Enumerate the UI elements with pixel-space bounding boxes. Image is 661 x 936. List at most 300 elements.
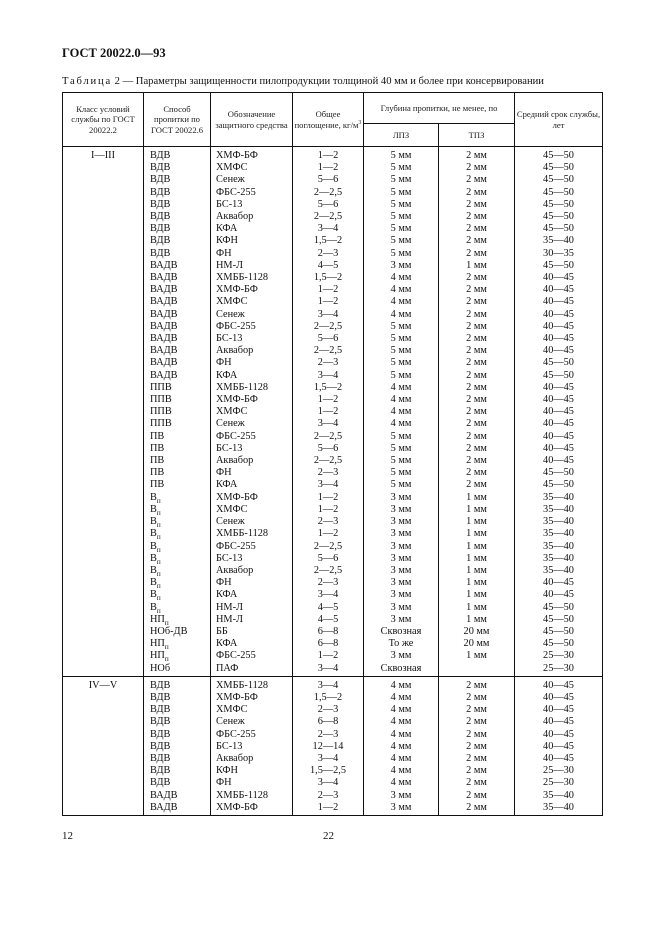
cell-service-class: IV—V (63, 676, 144, 692)
cell-method-text: ВДВ (150, 740, 171, 752)
cell-service-life: 45—50 (515, 211, 603, 223)
cell-service-class (63, 309, 144, 321)
cell-service-class (63, 382, 144, 394)
cell-method-text: ППВ (150, 406, 172, 418)
cell-service-life: 45—50 (515, 260, 603, 272)
cell-total-absorption: 4—5 (293, 614, 364, 626)
cell-service-life: 40—45 (515, 321, 603, 333)
cell-service-class (63, 614, 144, 626)
header-lpz: ЛПЗ (364, 124, 439, 147)
cell-protective-agent: Аквабор (211, 753, 293, 765)
cell-depth-tpz: 2 мм (439, 467, 515, 479)
cell-service-class (63, 516, 144, 528)
cell-service-class (63, 602, 144, 614)
cell-impregnation-method (144, 345, 211, 357)
table-row (63, 296, 603, 308)
cell-depth-tpz: 1 мм (439, 516, 515, 528)
cell-method-text: ВДВ (150, 752, 171, 764)
cell-protective-agent: ХМФС (211, 296, 293, 308)
cell-depth-lpz: 5 мм (364, 174, 439, 186)
cell-total-absorption: 1—2 (293, 802, 364, 816)
header-absorption-superscript: 3 (358, 119, 362, 126)
table-row (63, 716, 603, 728)
cell-method-text: ВДВ (150, 247, 171, 259)
table-row (63, 692, 603, 704)
cell-depth-tpz: 2 мм (439, 174, 515, 186)
cell-service-class (63, 528, 144, 540)
table-row (63, 602, 603, 614)
cell-depth-tpz: 1 мм (439, 260, 515, 272)
cell-method-text: НП (150, 650, 165, 662)
cell-service-life: 40—45 (515, 589, 603, 601)
cell-service-life: 35—40 (515, 516, 603, 528)
cell-depth-tpz: 2 мм (439, 382, 515, 394)
cell-total-absorption: 1,5—2,5 (293, 765, 364, 777)
cell-method-text: ВДВ (150, 174, 171, 186)
cell-service-class (63, 504, 144, 516)
cell-total-absorption: 1,5—2 (293, 235, 364, 247)
table-row (63, 345, 603, 357)
cell-protective-agent: КФА (211, 223, 293, 235)
cell-total-absorption: 5—6 (293, 174, 364, 186)
cell-protective-agent: ХМФ-БФ (211, 284, 293, 296)
cell-protective-agent: ХМББ-1128 (211, 272, 293, 284)
cell-method-text: ВАДВ (150, 345, 178, 357)
cell-depth-lpz: 3 мм (364, 589, 439, 601)
cell-service-class (63, 467, 144, 479)
cell-impregnation-method (144, 741, 211, 753)
cell-protective-agent: ХМФ-БФ (211, 394, 293, 406)
cell-depth-tpz: 20 мм (439, 626, 515, 638)
cell-protective-agent: Аквабор (211, 455, 293, 467)
cell-total-absorption: 1—2 (293, 284, 364, 296)
cell-method-subscript: п (156, 508, 161, 517)
cell-total-absorption: 2—2,5 (293, 565, 364, 577)
cell-depth-lpz: 4 мм (364, 382, 439, 394)
cell-service-life: 35—40 (515, 504, 603, 516)
cell-depth-lpz: 5 мм (364, 223, 439, 235)
cell-service-life: 40—45 (515, 382, 603, 394)
table-row (63, 565, 603, 577)
table-row (63, 577, 603, 589)
cell-service-class (63, 553, 144, 565)
cell-service-class (63, 802, 144, 816)
cell-protective-agent: ФН (211, 467, 293, 479)
cell-protective-agent: КФН (211, 765, 293, 777)
cell-method-text: ВАДВ (150, 333, 178, 345)
table-body (63, 147, 603, 816)
cell-protective-agent: БС-13 (211, 741, 293, 753)
cell-service-life: 45—50 (515, 479, 603, 491)
cell-depth-lpz: Сквозная (364, 663, 439, 677)
table-row (63, 467, 603, 479)
cell-method-text: ВДВ (150, 765, 171, 777)
cell-method-text: ПВ (150, 455, 165, 467)
cell-impregnation-method (144, 802, 211, 816)
cell-service-class (63, 431, 144, 443)
cell-depth-lpz: 5 мм (364, 467, 439, 479)
cell-impregnation-method (144, 187, 211, 199)
table-row (63, 147, 603, 163)
cell-depth-lpz: 5 мм (364, 211, 439, 223)
cell-method-text: В (150, 564, 157, 576)
cell-total-absorption: 2—2,5 (293, 187, 364, 199)
cell-service-life: 35—40 (515, 565, 603, 577)
cell-method-text: ВДВ (150, 198, 171, 210)
table-row (63, 729, 603, 741)
cell-method-text: В (150, 540, 157, 552)
cell-impregnation-method (144, 174, 211, 186)
cell-service-class (63, 162, 144, 174)
cell-impregnation-method (144, 790, 211, 802)
cell-impregnation-method (144, 248, 211, 260)
table-row (63, 753, 603, 765)
cell-depth-lpz: 3 мм (364, 565, 439, 577)
cell-protective-agent: Сенеж (211, 174, 293, 186)
cell-method-subscript: п (156, 569, 161, 578)
cell-impregnation-method (144, 676, 211, 692)
cell-service-life: 40—45 (515, 692, 603, 704)
header-impregnation-depth: Глубина пропитки, не менее, по (364, 93, 515, 124)
cell-service-class (63, 790, 144, 802)
cell-service-life: 40—45 (515, 284, 603, 296)
cell-impregnation-method (144, 284, 211, 296)
cell-total-absorption: 5—6 (293, 443, 364, 455)
cell-service-life: 40—45 (515, 394, 603, 406)
table-row (63, 309, 603, 321)
cell-depth-tpz: 2 мм (439, 431, 515, 443)
cell-method-text: ВДВ (150, 211, 171, 223)
cell-service-life: 40—45 (515, 455, 603, 467)
table-row (63, 211, 603, 223)
document-header: ГОСТ 20022.0—93 (62, 46, 166, 60)
cell-depth-tpz: 2 мм (439, 272, 515, 284)
cell-protective-agent: ХМФС (211, 504, 293, 516)
cell-service-class (63, 223, 144, 235)
cell-impregnation-method (144, 455, 211, 467)
cell-total-absorption: 2—3 (293, 729, 364, 741)
cell-protective-agent: КФА (211, 479, 293, 491)
header-total-absorption-text: Общее поглощение, кг/м (294, 109, 359, 130)
cell-method-text: ПВ (150, 479, 165, 491)
cell-total-absorption: 1,5—2 (293, 692, 364, 704)
cell-protective-agent: ХМФ-БФ (211, 692, 293, 704)
cell-service-life: 35—40 (515, 492, 603, 504)
cell-depth-tpz: 2 мм (439, 418, 515, 430)
header-impregnation-method: Способ пропитки по ГОСТ 20022.6 (144, 93, 211, 147)
cell-service-class (63, 650, 144, 662)
cell-protective-agent: ХМФ-БФ (211, 147, 293, 163)
cell-method-text: ПВ (150, 442, 165, 454)
cell-service-life: 45—50 (515, 174, 603, 186)
cell-service-class (63, 418, 144, 430)
table-row (63, 492, 603, 504)
table-row (63, 162, 603, 174)
cell-impregnation-method (144, 528, 211, 540)
cell-service-life: 40—45 (515, 296, 603, 308)
cell-total-absorption: 5—6 (293, 199, 364, 211)
cell-total-absorption: 3—4 (293, 418, 364, 430)
cell-depth-tpz: 2 мм (439, 676, 515, 692)
cell-total-absorption: 3—4 (293, 223, 364, 235)
cell-impregnation-method (144, 418, 211, 430)
cell-total-absorption: 1—2 (293, 394, 364, 406)
cell-service-life: 45—50 (515, 147, 603, 163)
cell-depth-lpz: 3 мм (364, 260, 439, 272)
cell-total-absorption: 1—2 (293, 492, 364, 504)
cell-service-class (63, 199, 144, 211)
table-row (63, 777, 603, 789)
cell-impregnation-method (144, 162, 211, 174)
cell-service-class (63, 716, 144, 728)
cell-total-absorption: 2—3 (293, 357, 364, 369)
cell-impregnation-method (144, 431, 211, 443)
cell-protective-agent: ХМФС (211, 162, 293, 174)
cell-service-class (63, 235, 144, 247)
cell-depth-tpz: 2 мм (439, 406, 515, 418)
cell-service-class (63, 479, 144, 491)
cell-service-class (63, 565, 144, 577)
cell-method-text: ВАДВ (150, 296, 178, 308)
cell-protective-agent: ХМББ-1128 (211, 676, 293, 692)
cell-depth-lpz: 5 мм (364, 199, 439, 211)
cell-protective-agent: Аквабор (211, 345, 293, 357)
cell-impregnation-method (144, 235, 211, 247)
cell-method-text: ВДВ (150, 186, 171, 198)
cell-service-life: 40—45 (515, 577, 603, 589)
cell-method-subscript: п (156, 582, 161, 591)
cell-total-absorption: 1—2 (293, 650, 364, 662)
cell-total-absorption: 12—14 (293, 741, 364, 753)
cell-service-life: 35—40 (515, 802, 603, 816)
cell-method-text: ВАДВ (150, 272, 178, 284)
cell-impregnation-method (144, 765, 211, 777)
cell-depth-lpz: 3 мм (364, 577, 439, 589)
table-row (63, 516, 603, 528)
table-row (63, 370, 603, 382)
cell-service-life: 25—30 (515, 650, 603, 662)
cell-service-life: 35—40 (515, 541, 603, 553)
cell-method-text: ППВ (150, 394, 172, 406)
cell-impregnation-method (144, 211, 211, 223)
cell-impregnation-method (144, 394, 211, 406)
cell-total-absorption: 3—4 (293, 589, 364, 601)
cell-service-class (63, 174, 144, 186)
cell-protective-agent: Аквабор (211, 565, 293, 577)
cell-method-subscript: п (156, 521, 161, 530)
cell-depth-tpz: 2 мм (439, 235, 515, 247)
cell-protective-agent: Аквабор (211, 211, 293, 223)
cell-protective-agent: Сенеж (211, 516, 293, 528)
table-row (63, 394, 603, 406)
cell-impregnation-method (144, 541, 211, 553)
cell-service-class (63, 272, 144, 284)
cell-service-life: 40—45 (515, 406, 603, 418)
table-row (63, 765, 603, 777)
cell-depth-tpz: 2 мм (439, 345, 515, 357)
cell-total-absorption: 1,5—2 (293, 382, 364, 394)
cell-service-class (63, 455, 144, 467)
cell-method-text: В (150, 552, 157, 564)
cell-service-class (63, 753, 144, 765)
cell-depth-tpz (439, 663, 515, 677)
cell-impregnation-method (144, 663, 211, 677)
cell-depth-lpz: 3 мм (364, 504, 439, 516)
cell-protective-agent: ФН (211, 357, 293, 369)
cell-protective-agent: КФА (211, 638, 293, 650)
cell-service-life: 25—30 (515, 765, 603, 777)
cell-protective-agent: КФА (211, 370, 293, 382)
table-row (63, 741, 603, 753)
cell-total-absorption: 2—3 (293, 577, 364, 589)
cell-method-text: ВАДВ (150, 801, 178, 813)
cell-depth-lpz: 5 мм (364, 248, 439, 260)
cell-protective-agent: КФН (211, 235, 293, 247)
footer-page-number-left: 12 (62, 830, 73, 842)
cell-method-text: ППВ (150, 418, 172, 430)
cell-impregnation-method (144, 589, 211, 601)
cell-depth-tpz: 2 мм (439, 455, 515, 467)
cell-service-life: 45—50 (515, 626, 603, 638)
table-row (63, 553, 603, 565)
protection-parameters-table (62, 92, 603, 816)
cell-depth-tpz: 2 мм (439, 199, 515, 211)
cell-service-life: 40—45 (515, 704, 603, 716)
cell-total-absorption: 3—4 (293, 479, 364, 491)
table-row (63, 504, 603, 516)
cell-total-absorption: 2—3 (293, 704, 364, 716)
cell-service-life: 40—45 (515, 443, 603, 455)
header-total-absorption (293, 93, 364, 147)
cell-total-absorption: 4—5 (293, 602, 364, 614)
cell-protective-agent: ФН (211, 248, 293, 260)
cell-total-absorption: 1,5—2 (293, 272, 364, 284)
cell-total-absorption: 1—2 (293, 147, 364, 163)
footer-page-number-center: 22 (323, 830, 334, 842)
table-row (63, 614, 603, 626)
table-row (63, 357, 603, 369)
cell-service-class (63, 638, 144, 650)
cell-total-absorption: 6—8 (293, 716, 364, 728)
cell-method-text: ВДВ (150, 716, 171, 728)
table-row (63, 626, 603, 638)
cell-depth-tpz: 1 мм (439, 650, 515, 662)
cell-depth-lpz: 4 мм (364, 753, 439, 765)
cell-depth-tpz: 2 мм (439, 692, 515, 704)
cell-impregnation-method (144, 406, 211, 418)
cell-total-absorption: 2—3 (293, 248, 364, 260)
cell-service-life: 35—40 (515, 235, 603, 247)
cell-method-subscript: п (164, 655, 169, 664)
cell-protective-agent: ФБС-255 (211, 187, 293, 199)
table-row (63, 663, 603, 677)
cell-depth-tpz: 1 мм (439, 614, 515, 626)
cell-service-life: 45—50 (515, 187, 603, 199)
cell-method-text: ВДВ (150, 728, 171, 740)
cell-method-text: ВАДВ (150, 320, 178, 332)
cell-impregnation-method (144, 638, 211, 650)
cell-depth-tpz: 2 мм (439, 479, 515, 491)
cell-method-text: ВАДВ (150, 259, 178, 271)
cell-impregnation-method (144, 333, 211, 345)
cell-depth-tpz: 20 мм (439, 638, 515, 650)
cell-method-text: В (150, 491, 157, 503)
cell-impregnation-method (144, 382, 211, 394)
cell-method-text: ВДВ (150, 777, 171, 789)
cell-service-class: I—III (63, 147, 144, 163)
cell-depth-lpz: 3 мм (364, 492, 439, 504)
cell-service-life: 40—45 (515, 272, 603, 284)
cell-depth-lpz: 5 мм (364, 357, 439, 369)
cell-depth-tpz: 2 мм (439, 370, 515, 382)
table-row (63, 589, 603, 601)
cell-protective-agent: НМ-Л (211, 614, 293, 626)
cell-impregnation-method (144, 692, 211, 704)
cell-depth-lpz: То же (364, 638, 439, 650)
cell-depth-tpz: 2 мм (439, 729, 515, 741)
cell-impregnation-method (144, 516, 211, 528)
cell-depth-tpz: 2 мм (439, 162, 515, 174)
cell-total-absorption: 3—4 (293, 663, 364, 677)
table-row (63, 479, 603, 491)
cell-impregnation-method (144, 370, 211, 382)
cell-depth-tpz: 1 мм (439, 492, 515, 504)
table-row (63, 676, 603, 692)
cell-depth-lpz: 4 мм (364, 777, 439, 789)
table-row (63, 333, 603, 345)
cell-protective-agent: ФБС-255 (211, 650, 293, 662)
cell-depth-tpz: 2 мм (439, 321, 515, 333)
cell-method-text: В (150, 503, 157, 515)
cell-impregnation-method (144, 443, 211, 455)
cell-depth-lpz: 5 мм (364, 455, 439, 467)
cell-impregnation-method (144, 357, 211, 369)
cell-total-absorption: 2—2,5 (293, 345, 364, 357)
cell-impregnation-method (144, 309, 211, 321)
cell-total-absorption: 2—2,5 (293, 455, 364, 467)
cell-protective-agent: ХМББ-1128 (211, 528, 293, 540)
cell-depth-tpz: 2 мм (439, 790, 515, 802)
cell-total-absorption: 2—2,5 (293, 211, 364, 223)
cell-method-text: ВДВ (150, 223, 171, 235)
cell-protective-agent: Сенеж (211, 418, 293, 430)
cell-service-life: 25—30 (515, 777, 603, 789)
cell-depth-lpz: 3 мм (364, 553, 439, 565)
cell-service-class (63, 692, 144, 704)
cell-depth-lpz: 5 мм (364, 370, 439, 382)
cell-total-absorption: 3—4 (293, 370, 364, 382)
cell-method-text: НОб (150, 662, 171, 674)
cell-method-text: ВАДВ (150, 789, 178, 801)
cell-method-subscript: п (156, 533, 161, 542)
cell-total-absorption: 1—2 (293, 406, 364, 418)
cell-method-subscript: п (156, 594, 161, 603)
table-row (63, 431, 603, 443)
cell-total-absorption: 1—2 (293, 528, 364, 540)
cell-method-text: ПВ (150, 430, 165, 442)
cell-method-text: ВДВ (150, 679, 171, 691)
cell-total-absorption: 1—2 (293, 504, 364, 516)
cell-service-class (63, 406, 144, 418)
cell-depth-lpz: 5 мм (364, 333, 439, 345)
cell-impregnation-method (144, 777, 211, 789)
cell-depth-lpz: 4 мм (364, 394, 439, 406)
table-row (63, 704, 603, 716)
cell-impregnation-method (144, 565, 211, 577)
cell-total-absorption: 2—2,5 (293, 321, 364, 333)
cell-method-subscript: п (156, 545, 161, 554)
cell-total-absorption: 2—3 (293, 467, 364, 479)
